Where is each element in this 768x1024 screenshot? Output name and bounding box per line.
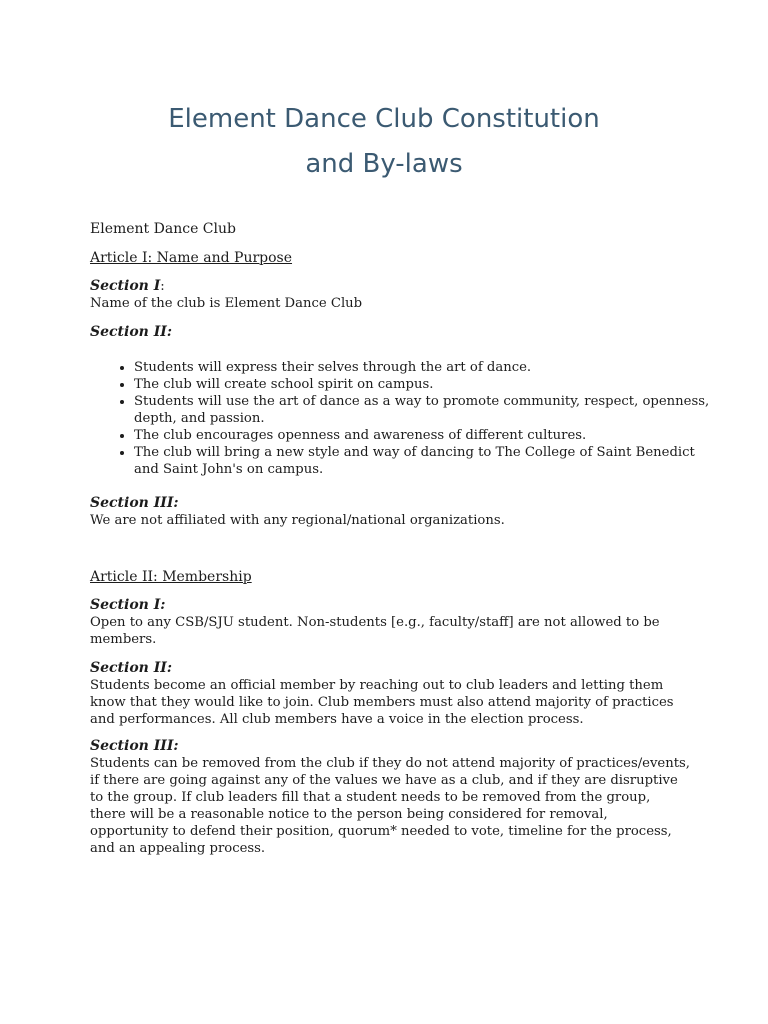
article1-section1-label-colon: :: [160, 279, 165, 294]
purpose-bullet: • Students will express their selves through the art of dance.: [134, 359, 714, 376]
article1-section2: [90, 324, 690, 341]
article2-section2-text: Students become an official member by reaching out to club leaders and letting them know that they would like to join. Club members must also attend majority of practices and performances. All club members have a voice in the election process.: [90, 678, 674, 727]
article1-section2-label: Section II:: [90, 324, 172, 340]
article2-heading: Article II: Membership: [90, 569, 252, 585]
article2-section3-text: Students can be removed from the club if they do not attend majority of practices/events, if there are going against any of the values we have as a club, and if they are disruptive to the group. If club leaders fill that a student needs to be removed from the group, there will be a reasonable notice to the person being considered for removal, opportunity to defend their position, quorum* needed to vote, timeline for the process, and an appealing process.: [90, 756, 690, 856]
article1-section3-text: We are not affiliated with any regional/national organizations.: [90, 513, 505, 528]
article1-section1-text: Name of the club is Element Dance Club: [90, 296, 363, 311]
article2-section3-label: Section III:: [90, 738, 179, 754]
article2-section1: [90, 597, 690, 648]
purpose-bullet-list: [112, 359, 714, 478]
article2-section1-text: Open to any CSB/SJU student. Non-students [e.g., faculty/staff] are not allowed to be members.: [90, 615, 660, 647]
article2-section2-label: Section II:: [90, 660, 172, 676]
article1-section1-label: Section I: [90, 278, 161, 294]
article2-section3: [90, 738, 690, 857]
article1-section3: [90, 495, 690, 529]
article2-section1-label: Section I:: [90, 597, 166, 613]
article2-section2: [90, 660, 690, 728]
purpose-bullet: • The club will bring a new style and way of dancing to The College of Saint Benedict and Saint John's on campus.: [134, 444, 714, 478]
purpose-bullet: • The club will create school spirit on campus.: [134, 376, 714, 393]
purpose-bullet: • Students will use the art of dance as a way to promote community, respect, openness, depth, and passion.: [134, 393, 714, 427]
article1-section3-label: Section III:: [90, 495, 179, 511]
document-title-line1: Element Dance Club Constitution: [168, 104, 600, 134]
document-title-line2: and By-laws: [305, 149, 463, 179]
club-name: Element Dance Club: [90, 221, 236, 237]
article1-section1: [90, 278, 690, 312]
article1-heading: Article I: Name and Purpose: [90, 250, 293, 266]
purpose-bullet: • The club encourages openness and awareness of different cultures.: [134, 427, 714, 444]
